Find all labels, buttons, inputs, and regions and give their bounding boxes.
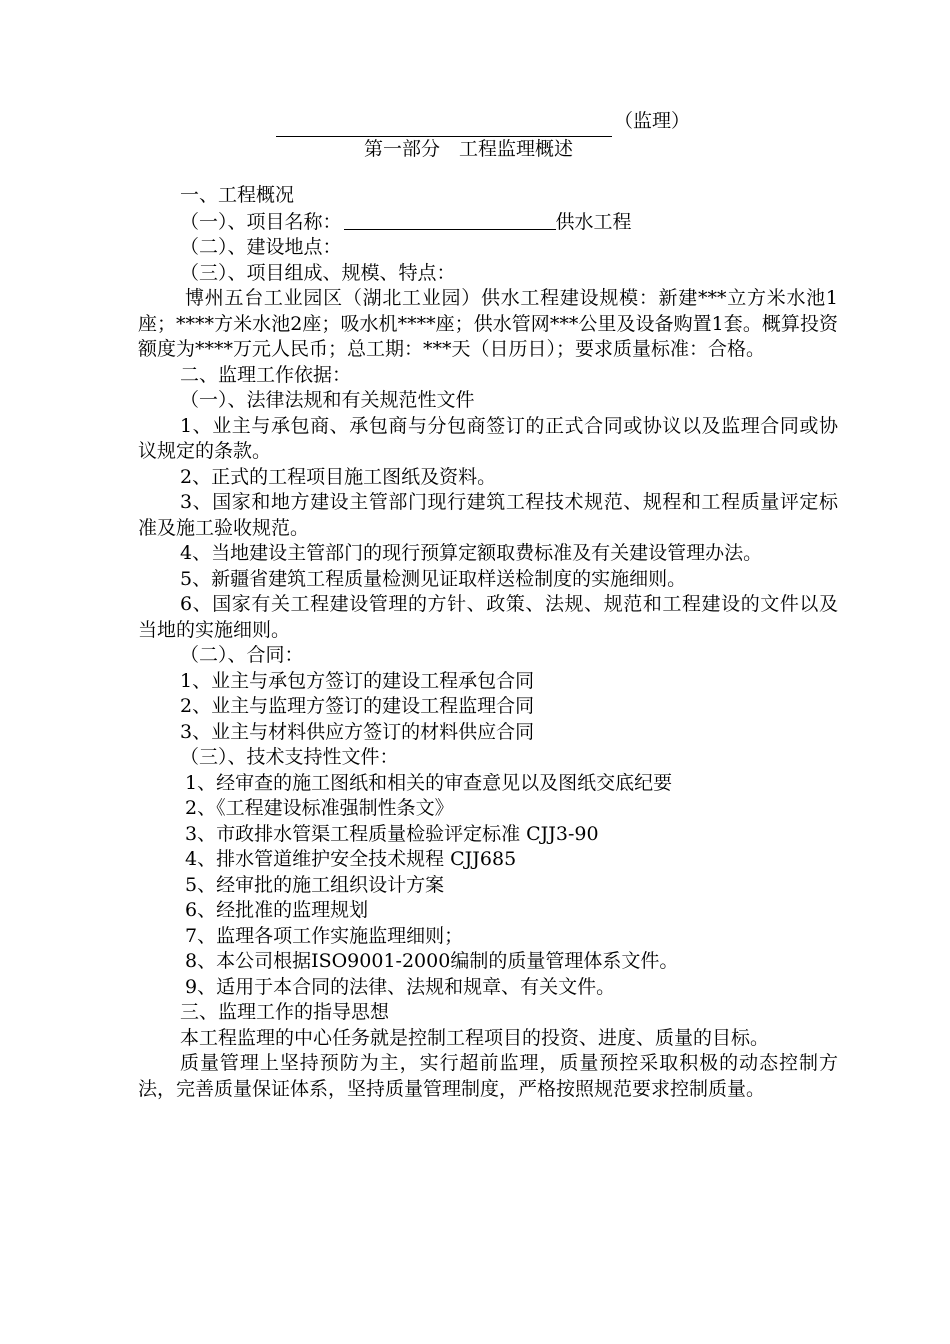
section3-paragraph: 本工程监理的中心任务就是控制工程项目的投资、进度、质量的目标。 xyxy=(180,1026,770,1049)
list-item: 5、新疆省建筑工程质量检测见证取样送检制度的实施细则。 xyxy=(180,567,687,590)
list-item: 3、市政排水管渠工程质量检验评定标准 CJJ3-90 xyxy=(185,822,599,845)
section3-paragraph: 质量管理上坚持预防为主，实行超前监理，质量预控采取积极的动态控制方法，完善质量保证体系，坚持质量管理制度，严格按照规范要求控制质量。 xyxy=(138,1052,838,1100)
sub2-heading: （二）、合同： xyxy=(180,644,304,666)
sub3-heading: （三）、技术支持性文件： xyxy=(180,746,399,768)
project-name-blank xyxy=(344,209,556,230)
scale-paragraph: 博州五台工业园区（湖北工业园）供水工程建设规模：新建***立方米水池1座；****方米水池2座；吸水机****座；供水管网***公里及设备购置1套。概算投资额度为****万元人民币；总工期：***天（日历日）；要求质量标准：合格。 xyxy=(138,287,838,360)
list-item: 6、国家有关工程建设管理的方针、政策、法规、规范和工程建设的文件以及当地的实施细则。 xyxy=(138,593,838,641)
list-item: 5、经审批的施工组织设计方案 xyxy=(185,873,445,896)
list-item: 3、国家和地方建设主管部门现行建筑工程技术规范、规程和工程质量评定标准及施工验收规范。 xyxy=(138,491,838,539)
composition-label: （三）、项目组成、规模、特点： xyxy=(180,261,456,284)
list-item: 1、业主与承包方签订的建设工程承包合同 xyxy=(180,669,535,692)
list-item: 4、当地建设主管部门的现行预算定额取费标准及有关建设管理办法。 xyxy=(180,542,763,564)
page-title: 第一部分 工程监理概述 xyxy=(364,138,574,160)
list-item: 2、业主与监理方签订的建设工程监理合同 xyxy=(180,695,535,717)
list-item: 8、本公司根据ISO9001-2000编制的质量管理体系文件。 xyxy=(185,950,679,972)
project-name-label: （一）、项目名称： xyxy=(180,210,342,233)
header-suffix: （监理） xyxy=(614,110,691,132)
list-item: 1、经审查的施工图纸和相关的审查意见以及图纸交底纪要 xyxy=(185,771,673,794)
document-body xyxy=(138,183,838,1102)
location-label: （二）、建设地点： xyxy=(180,236,342,258)
list-item: 6、经批准的监理规划 xyxy=(185,899,369,921)
list-item: 4、排水管道维护安全技术规程 CJJ685 xyxy=(185,848,517,870)
list-item: 3、业主与材料供应方签订的材料供应合同 xyxy=(180,720,535,743)
section2-heading: 二、监理工作依据： xyxy=(180,363,352,386)
project-name-suffix: 供水工程 xyxy=(555,210,632,233)
list-item: 2、正式的工程项目施工图纸及资料。 xyxy=(180,465,497,488)
section3-heading: 三、监理工作的指导思想 xyxy=(180,1001,390,1023)
list-item: 7、监理各项工作实施监理细则； xyxy=(185,924,464,947)
list-item: 2、《工程建设标准强制性条文》 xyxy=(185,797,454,819)
list-item: 9、适用于本合同的法律、法规和规章、有关文件。 xyxy=(185,975,616,998)
list-item: 1、业主与承包商、承包商与分包商签订的正式合同或协议以及监理合同或协议规定的条款。 xyxy=(138,414,838,462)
sub1-heading: （一）、法律法规和有关规范性文件 xyxy=(180,389,475,411)
project-name-line xyxy=(138,209,838,236)
section1-heading: 一、工程概况 xyxy=(180,184,295,206)
